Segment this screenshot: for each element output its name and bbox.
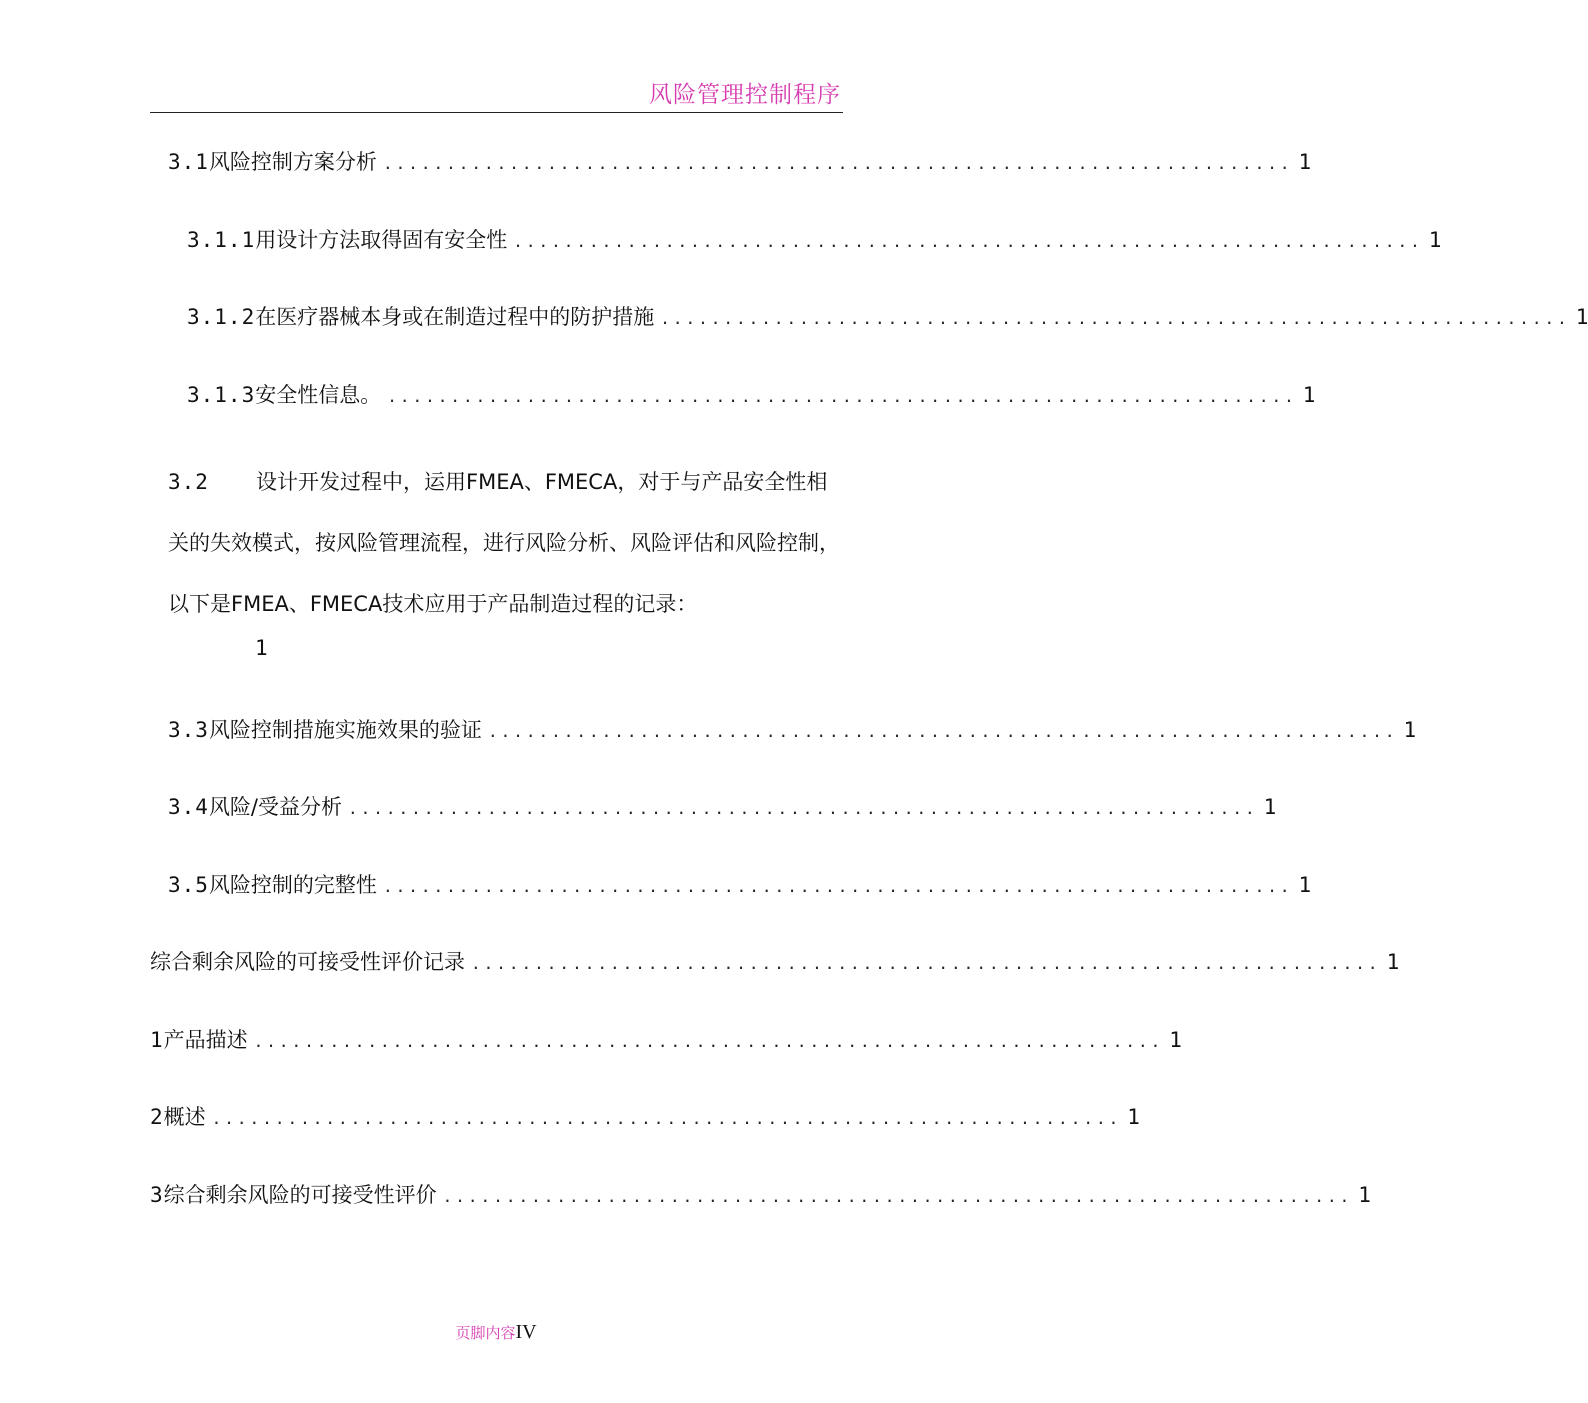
toc-number: 1 [150,1028,164,1052]
toc-entry-3-1-3[interactable] [187,379,1316,409]
toc-title: 风险/受益分析 [208,795,343,819]
page-footer [0,1321,992,1344]
toc-title: 用设计方法取得固有安全性 [255,228,508,252]
toc-leader-dots: ........................................................................ [487,722,1398,741]
toc-title: 概述 [163,1105,206,1129]
toc-title: 综合剩余风险的可接受性评价记录 [150,950,465,974]
toc-entry-3-5[interactable] [168,869,1312,899]
toc-entry-3-3[interactable] [168,714,1417,744]
toc-title: 在医疗器械本身或在制造过程中的防护措施 [255,305,655,329]
toc-title: 综合剩余风险的可接受性评价 [163,1183,437,1207]
toc-entry-residual-risk-record[interactable] [150,946,1400,976]
header-title: 风险管理控制程序 [649,82,841,108]
toc-number: 3.3 [168,718,209,742]
toc-leader-dots: ........................................................................ [348,799,1258,818]
toc-leader-dots: ........................................................................ [211,1109,1122,1128]
toc-entry-1[interactable] [150,1024,1182,1054]
toc-page: 1 [1358,1183,1371,1207]
toc-entry-3[interactable] [150,1179,1371,1209]
toc-entry-2[interactable] [150,1101,1140,1131]
toc-page: 1 [1298,873,1312,897]
page-header [150,74,843,113]
toc-entry-3-2[interactable] [168,452,840,635]
toc-number: 2 [150,1105,164,1129]
toc-number: 3.1.3 [187,383,256,407]
toc-title: 风险控制的完整性 [208,873,377,897]
toc-number: 3.4 [168,795,209,819]
toc-page: 1 [1403,718,1417,742]
toc-page: 1 [1127,1105,1140,1129]
toc-number: 3.2 [168,470,209,494]
toc-page: 1 [1263,795,1277,819]
toc-title: 产品描述 [163,1028,248,1052]
toc-title: 风险控制方案分析 [208,150,377,174]
toc-leader-dots: ........................................................................ [660,309,1570,328]
toc-paragraph-text: 设计开发过程中，运用FMEA、FMECA，对于与产品安全性相关的失效模式，按风险管理流程，进行风险分析、风险评估和风险控制，以下是FMEA、FMECA技术应用于产品制造过程的记录： [168,470,840,616]
toc-title: 风险控制措施实施效果的验证 [208,718,482,742]
toc-leader-dots: ........................................................................ [387,387,1297,406]
toc-number: 3 [150,1183,164,1207]
toc-leader-dots: ........................................................................ [253,1032,1164,1051]
toc-leader-dots: ........................................................................ [382,877,1293,896]
toc-title: 安全性信息。 [255,383,382,407]
toc-page: 1 [1575,305,1588,329]
toc-leader-dots: ........................................................................ [471,954,1381,973]
toc-entry-3-1-1[interactable] [187,224,1442,254]
toc-number: 3.1.2 [187,305,256,329]
toc-leader-dots: ........................................................................ [442,1187,1353,1206]
toc-number: 3.1.1 [187,228,256,252]
toc-number: 3.5 [168,873,209,897]
toc-entry-3-4[interactable] [168,791,1277,821]
toc-number: 3.1 [168,150,209,174]
toc-page: 1 [1386,950,1400,974]
toc-page: 1 [255,636,268,660]
toc-leader-dots: ........................................................................ [513,232,1423,251]
footer-label: 页脚内容 [455,1324,516,1342]
toc-page: 1 [1428,228,1442,252]
toc-entry-3-1-2[interactable] [187,301,1588,331]
toc-page: 1 [1298,150,1312,174]
toc-leader-dots: ........................................................................ [382,154,1293,173]
toc-page: 1 [1169,1028,1182,1052]
footer-page-number: IV [515,1321,537,1343]
toc-entry-3-1[interactable] [168,146,1312,176]
toc-page: 1 [1302,383,1316,407]
